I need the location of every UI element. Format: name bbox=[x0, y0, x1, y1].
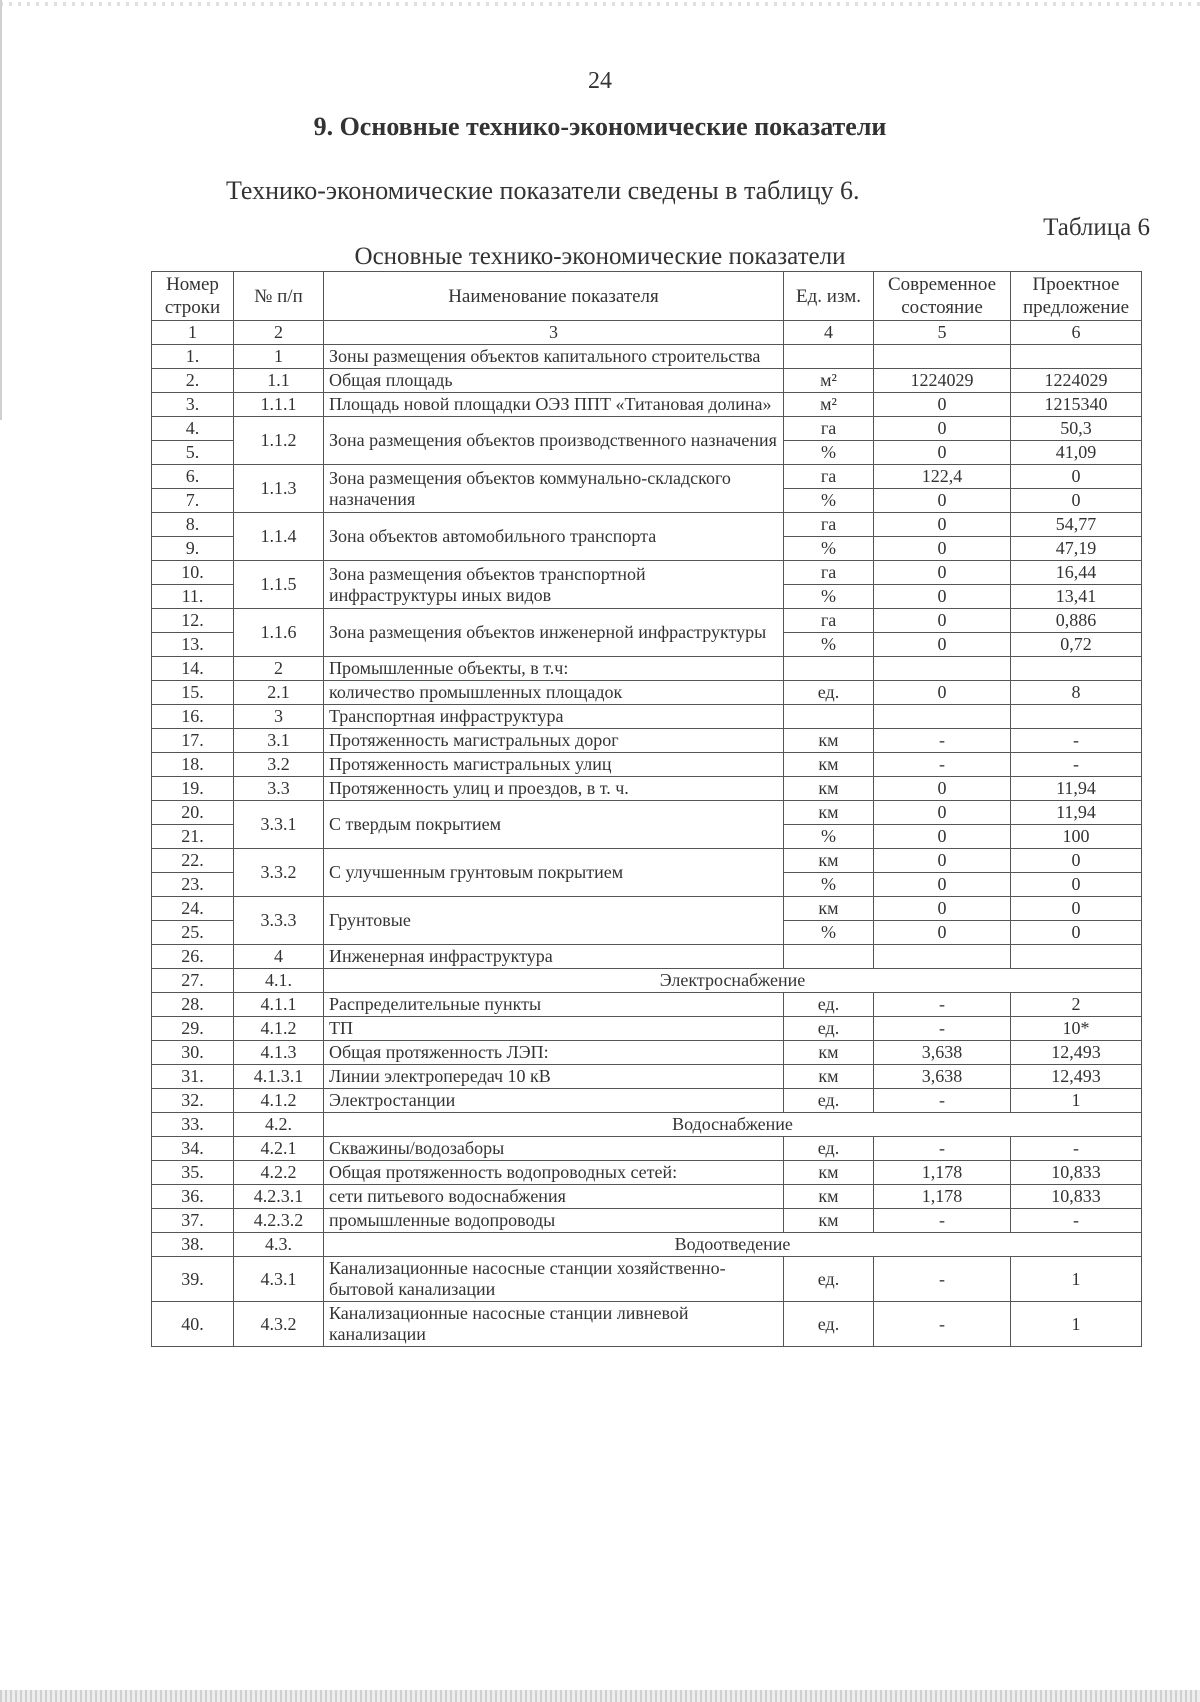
current-value-cell: 1,178 bbox=[874, 1185, 1011, 1209]
indicator-name-cell: С улучшенным грунтовым покрытием bbox=[324, 849, 784, 897]
section-heading: 9. Основные технико-экономические показатели bbox=[313, 112, 887, 141]
unit-cell: ед. bbox=[784, 1089, 874, 1113]
proposed-value-cell: 47,19 bbox=[1011, 537, 1142, 561]
unit-cell bbox=[784, 945, 874, 969]
current-value-cell: - bbox=[874, 1017, 1011, 1041]
item-number-cell: 3.3.1 bbox=[234, 801, 324, 849]
indicator-name-cell: Зона размещения объектов инженерной инфраструктуры bbox=[324, 609, 784, 657]
row-number-cell: 1. bbox=[152, 345, 234, 369]
item-number-cell: 4.2.3.2 bbox=[234, 1209, 324, 1233]
row-number-cell: 18. bbox=[152, 753, 234, 777]
item-number-cell: 1.1 bbox=[234, 369, 324, 393]
unit-cell: км bbox=[784, 1065, 874, 1089]
unit-cell: м² bbox=[784, 393, 874, 417]
row-number-cell: 35. bbox=[152, 1161, 234, 1185]
current-value-cell: 1224029 bbox=[874, 369, 1011, 393]
current-value-cell: 0 bbox=[874, 561, 1011, 585]
table-row bbox=[152, 465, 1142, 489]
item-number-cell: 4.1.3.1 bbox=[234, 1065, 324, 1089]
row-number-cell: 23. bbox=[152, 873, 234, 897]
row-number-cell: 15. bbox=[152, 681, 234, 705]
proposed-value-cell: 11,94 bbox=[1011, 777, 1142, 801]
table-row bbox=[152, 417, 1142, 441]
row-number-cell: 17. bbox=[152, 729, 234, 753]
proposed-value-cell: 1215340 bbox=[1011, 393, 1142, 417]
current-value-cell: - bbox=[874, 1089, 1011, 1113]
header-unit: Ед. изм. bbox=[784, 272, 874, 321]
item-number-cell: 4.1. bbox=[234, 969, 324, 993]
proposed-value-cell: 1 bbox=[1011, 1257, 1142, 1302]
item-number-cell: 4.2.1 bbox=[234, 1137, 324, 1161]
proposed-value-cell: 0,886 bbox=[1011, 609, 1142, 633]
table-row bbox=[152, 1113, 1142, 1137]
unit-cell: км bbox=[784, 897, 874, 921]
unit-cell: ед. bbox=[784, 993, 874, 1017]
item-number-cell: 4.1.3 bbox=[234, 1041, 324, 1065]
table-row bbox=[152, 993, 1142, 1017]
proposed-value-cell: 8 bbox=[1011, 681, 1142, 705]
row-number-cell: 31. bbox=[152, 1065, 234, 1089]
proposed-value-cell: 50,3 bbox=[1011, 417, 1142, 441]
header-row-number: Номер строки bbox=[152, 272, 234, 321]
unit-cell: ед. bbox=[784, 1257, 874, 1302]
table-caption: Основные технико-экономические показатели bbox=[354, 243, 846, 270]
indicators-table bbox=[151, 271, 1142, 1347]
indicator-name-cell: Протяженность улиц и проездов, в т. ч. bbox=[324, 777, 784, 801]
current-value-cell bbox=[874, 945, 1011, 969]
row-number-cell: 36. bbox=[152, 1185, 234, 1209]
table-row bbox=[152, 345, 1142, 369]
row-number-cell: 13. bbox=[152, 633, 234, 657]
current-value-cell: 0 bbox=[874, 513, 1011, 537]
proposed-value-cell: 0 bbox=[1011, 489, 1142, 513]
row-number-cell: 4. bbox=[152, 417, 234, 441]
table-row bbox=[152, 897, 1142, 921]
indicator-name-cell: Общая протяженность ЛЭП: bbox=[324, 1041, 784, 1065]
table-row bbox=[152, 1137, 1142, 1161]
table-row bbox=[152, 393, 1142, 417]
current-value-cell: 0 bbox=[874, 825, 1011, 849]
current-value-cell: 0 bbox=[874, 777, 1011, 801]
item-number-cell: 3 bbox=[234, 705, 324, 729]
proposed-value-cell: 54,77 bbox=[1011, 513, 1142, 537]
current-value-cell: 0 bbox=[874, 585, 1011, 609]
proposed-value-cell: 100 bbox=[1011, 825, 1142, 849]
row-number-cell: 25. bbox=[152, 921, 234, 945]
proposed-value-cell bbox=[1011, 345, 1142, 369]
table-row bbox=[152, 681, 1142, 705]
row-number-cell: 11. bbox=[152, 585, 234, 609]
unit-cell: ед. bbox=[784, 1137, 874, 1161]
row-number-cell: 10. bbox=[152, 561, 234, 585]
proposed-value-cell: - bbox=[1011, 1137, 1142, 1161]
current-value-cell: - bbox=[874, 1137, 1011, 1161]
proposed-value-cell: 1 bbox=[1011, 1302, 1142, 1347]
table-row bbox=[152, 945, 1142, 969]
indicator-name-cell: Линии электропередач 10 кВ bbox=[324, 1065, 784, 1089]
unit-cell: % bbox=[784, 873, 874, 897]
proposed-value-cell bbox=[1011, 945, 1142, 969]
row-number-cell: 40. bbox=[152, 1302, 234, 1347]
unit-cell: % bbox=[784, 921, 874, 945]
indicator-name-cell: Общая протяженность водопроводных сетей: bbox=[324, 1161, 784, 1185]
table-row bbox=[152, 705, 1142, 729]
item-number-cell: 2 bbox=[234, 657, 324, 681]
indicator-name-cell: Транспортная инфраструктура bbox=[324, 705, 784, 729]
unit-cell: км bbox=[784, 777, 874, 801]
indicator-name-cell: Протяженность магистральных дорог bbox=[324, 729, 784, 753]
unit-cell: км bbox=[784, 801, 874, 825]
indicator-name-cell: Распределительные пункты bbox=[324, 993, 784, 1017]
unit-cell: км bbox=[784, 1185, 874, 1209]
item-number-cell: 4.1.2 bbox=[234, 1089, 324, 1113]
indicator-name-cell: ТП bbox=[324, 1017, 784, 1041]
item-number-cell: 3.3.2 bbox=[234, 849, 324, 897]
table-row bbox=[152, 1257, 1142, 1302]
row-number-cell: 24. bbox=[152, 897, 234, 921]
current-value-cell bbox=[874, 705, 1011, 729]
table-row bbox=[152, 1161, 1142, 1185]
item-number-cell: 1.1.2 bbox=[234, 417, 324, 465]
row-number-cell: 3. bbox=[152, 393, 234, 417]
intro-paragraph: Технико-экономические показатели сведены в таблицу 6. bbox=[226, 176, 860, 205]
unit-cell bbox=[784, 345, 874, 369]
table-row bbox=[152, 369, 1142, 393]
item-number-cell: 4.3. bbox=[234, 1233, 324, 1257]
unit-cell: % bbox=[784, 825, 874, 849]
current-value-cell bbox=[874, 345, 1011, 369]
indicator-name-cell: С твердым покрытием bbox=[324, 801, 784, 849]
proposed-value-cell bbox=[1011, 705, 1142, 729]
row-number-cell: 39. bbox=[152, 1257, 234, 1302]
column-number: 5 bbox=[874, 321, 1011, 345]
current-value-cell: 122,4 bbox=[874, 465, 1011, 489]
current-value-cell: 0 bbox=[874, 801, 1011, 825]
proposed-value-cell: 0,72 bbox=[1011, 633, 1142, 657]
current-value-cell: 0 bbox=[874, 897, 1011, 921]
item-number-cell: 4 bbox=[234, 945, 324, 969]
row-number-cell: 27. bbox=[152, 969, 234, 993]
current-value-cell: 1,178 bbox=[874, 1161, 1011, 1185]
item-number-cell: 4.1.1 bbox=[234, 993, 324, 1017]
unit-cell: га bbox=[784, 417, 874, 441]
current-value-cell: 0 bbox=[874, 681, 1011, 705]
unit-cell: км bbox=[784, 1209, 874, 1233]
item-number-cell: 3.3 bbox=[234, 777, 324, 801]
row-number-cell: 20. bbox=[152, 801, 234, 825]
indicator-name-cell: Электростанции bbox=[324, 1089, 784, 1113]
table-row bbox=[152, 1209, 1142, 1233]
indicator-name-cell: сети питьевого водоснабжения bbox=[324, 1185, 784, 1209]
row-number-cell: 8. bbox=[152, 513, 234, 537]
item-number-cell: 3.2 bbox=[234, 753, 324, 777]
row-number-cell: 19. bbox=[152, 777, 234, 801]
proposed-value-cell: 16,44 bbox=[1011, 561, 1142, 585]
row-number-cell: 2. bbox=[152, 369, 234, 393]
proposed-value-cell: 1 bbox=[1011, 1089, 1142, 1113]
unit-cell: га bbox=[784, 561, 874, 585]
table-row bbox=[152, 1302, 1142, 1347]
item-number-cell: 1.1.1 bbox=[234, 393, 324, 417]
row-number-cell: 28. bbox=[152, 993, 234, 1017]
unit-cell: га bbox=[784, 465, 874, 489]
header-name: Наименование показателя bbox=[324, 272, 784, 321]
unit-cell: ед. bbox=[784, 1017, 874, 1041]
unit-cell: км bbox=[784, 1041, 874, 1065]
table-header-row bbox=[152, 272, 1142, 321]
indicator-name-cell: Зона размещения объектов производственного назначения bbox=[324, 417, 784, 465]
current-value-cell: 0 bbox=[874, 417, 1011, 441]
proposed-value-cell: 10* bbox=[1011, 1017, 1142, 1041]
indicator-name-cell: Зона размещения объектов коммунально-складского назначения bbox=[324, 465, 784, 513]
unit-cell: % bbox=[784, 489, 874, 513]
scan-edge-left bbox=[0, 0, 2, 420]
row-number-cell: 33. bbox=[152, 1113, 234, 1137]
unit-cell bbox=[784, 705, 874, 729]
scan-edge-bottom bbox=[0, 1690, 1200, 1702]
item-number-cell: 3.3.3 bbox=[234, 897, 324, 945]
section-title-cell: Водоотведение bbox=[324, 1233, 1142, 1257]
item-number-cell: 2.1 bbox=[234, 681, 324, 705]
item-number-cell: 1.1.4 bbox=[234, 513, 324, 561]
row-number-cell: 34. bbox=[152, 1137, 234, 1161]
current-value-cell: - bbox=[874, 1302, 1011, 1347]
table-row bbox=[152, 1089, 1142, 1113]
indicator-name-cell: Скважины/водозаборы bbox=[324, 1137, 784, 1161]
table-row bbox=[152, 561, 1142, 585]
table-row bbox=[152, 849, 1142, 873]
indicator-name-cell: Грунтовые bbox=[324, 897, 784, 945]
unit-cell: ед. bbox=[784, 681, 874, 705]
row-number-cell: 38. bbox=[152, 1233, 234, 1257]
item-number-cell: 1.1.3 bbox=[234, 465, 324, 513]
proposed-value-cell: - bbox=[1011, 753, 1142, 777]
row-number-cell: 12. bbox=[152, 609, 234, 633]
item-number-cell: 3.1 bbox=[234, 729, 324, 753]
item-number-cell: 4.2.2 bbox=[234, 1161, 324, 1185]
current-value-cell: 0 bbox=[874, 633, 1011, 657]
item-number-cell: 4.1.2 bbox=[234, 1017, 324, 1041]
header-item-number: № п/п bbox=[234, 272, 324, 321]
table-body bbox=[152, 345, 1142, 1347]
current-value-cell: 0 bbox=[874, 873, 1011, 897]
indicator-name-cell: Зона размещения объектов транспортной инфраструктуры иных видов bbox=[324, 561, 784, 609]
table-row bbox=[152, 1185, 1142, 1209]
proposed-value-cell bbox=[1011, 657, 1142, 681]
table-row bbox=[152, 1041, 1142, 1065]
row-number-cell: 21. bbox=[152, 825, 234, 849]
indicator-name-cell: количество промышленных площадок bbox=[324, 681, 784, 705]
unit-cell: га bbox=[784, 609, 874, 633]
indicator-name-cell: Общая площадь bbox=[324, 369, 784, 393]
proposed-value-cell: 13,41 bbox=[1011, 585, 1142, 609]
row-number-cell: 26. bbox=[152, 945, 234, 969]
indicator-name-cell: промышленные водопроводы bbox=[324, 1209, 784, 1233]
current-value-cell: 0 bbox=[874, 921, 1011, 945]
table-row bbox=[152, 777, 1142, 801]
row-number-cell: 30. bbox=[152, 1041, 234, 1065]
proposed-value-cell: 0 bbox=[1011, 873, 1142, 897]
table-row bbox=[152, 969, 1142, 993]
scan-edge-top bbox=[0, 2, 1200, 6]
indicator-name-cell: Зона объектов автомобильного транспорта bbox=[324, 513, 784, 561]
current-value-cell: - bbox=[874, 729, 1011, 753]
row-number-cell: 14. bbox=[152, 657, 234, 681]
current-value-cell bbox=[874, 657, 1011, 681]
table-row bbox=[152, 753, 1142, 777]
item-number-cell: 1.1.5 bbox=[234, 561, 324, 609]
current-value-cell: 0 bbox=[874, 609, 1011, 633]
proposed-value-cell: 12,493 bbox=[1011, 1065, 1142, 1089]
table-row bbox=[152, 801, 1142, 825]
table-row bbox=[152, 1017, 1142, 1041]
proposed-value-cell: 1224029 bbox=[1011, 369, 1142, 393]
row-number-cell: 6. bbox=[152, 465, 234, 489]
unit-cell: га bbox=[784, 513, 874, 537]
table-row bbox=[152, 1233, 1142, 1257]
indicator-name-cell: Промышленные объекты, в т.ч: bbox=[324, 657, 784, 681]
unit-cell: км bbox=[784, 753, 874, 777]
unit-cell: км bbox=[784, 849, 874, 873]
proposed-value-cell: 11,94 bbox=[1011, 801, 1142, 825]
table-row bbox=[152, 609, 1142, 633]
proposed-value-cell: 41,09 bbox=[1011, 441, 1142, 465]
table-row bbox=[152, 729, 1142, 753]
item-number-cell: 4.2. bbox=[234, 1113, 324, 1137]
proposed-value-cell: 0 bbox=[1011, 897, 1142, 921]
indicator-name-cell: Протяженность магистральных улиц bbox=[324, 753, 784, 777]
item-number-cell: 1.1.6 bbox=[234, 609, 324, 657]
unit-cell: м² bbox=[784, 369, 874, 393]
current-value-cell: - bbox=[874, 1209, 1011, 1233]
current-value-cell: 0 bbox=[874, 537, 1011, 561]
header-proposed: Проектное предложение bbox=[1011, 272, 1142, 321]
proposed-value-cell: 0 bbox=[1011, 849, 1142, 873]
current-value-cell: 0 bbox=[874, 489, 1011, 513]
section-title-cell: Водоснабжение bbox=[324, 1113, 1142, 1137]
row-number-cell: 7. bbox=[152, 489, 234, 513]
row-number-cell: 9. bbox=[152, 537, 234, 561]
current-value-cell: - bbox=[874, 993, 1011, 1017]
column-number-row bbox=[152, 321, 1142, 345]
indicator-name-cell: Канализационные насосные станции ливневой канализации bbox=[324, 1302, 784, 1347]
current-value-cell: 0 bbox=[874, 849, 1011, 873]
row-number-cell: 22. bbox=[152, 849, 234, 873]
table-row bbox=[152, 657, 1142, 681]
unit-cell: % bbox=[784, 633, 874, 657]
current-value-cell: 0 bbox=[874, 441, 1011, 465]
row-number-cell: 32. bbox=[152, 1089, 234, 1113]
row-number-cell: 37. bbox=[152, 1209, 234, 1233]
indicator-name-cell: Инженерная инфраструктура bbox=[324, 945, 784, 969]
table-row bbox=[152, 1065, 1142, 1089]
indicator-name-cell: Площадь новой площадки ОЭЗ ППТ «Титановая долина» bbox=[324, 393, 784, 417]
table-label: Таблица 6 bbox=[1043, 214, 1150, 241]
unit-cell: ед. bbox=[784, 1302, 874, 1347]
current-value-cell: - bbox=[874, 753, 1011, 777]
header-current: Современное состояние bbox=[874, 272, 1011, 321]
current-value-cell: - bbox=[874, 1257, 1011, 1302]
column-number: 4 bbox=[784, 321, 874, 345]
item-number-cell: 1 bbox=[234, 345, 324, 369]
current-value-cell: 3,638 bbox=[874, 1065, 1011, 1089]
unit-cell: км bbox=[784, 729, 874, 753]
proposed-value-cell: - bbox=[1011, 729, 1142, 753]
page-number: 24 bbox=[588, 68, 612, 94]
item-number-cell: 4.2.3.1 bbox=[234, 1185, 324, 1209]
item-number-cell: 4.3.1 bbox=[234, 1257, 324, 1302]
proposed-value-cell: 10,833 bbox=[1011, 1185, 1142, 1209]
unit-cell: % bbox=[784, 441, 874, 465]
indicator-name-cell: Канализационные насосные станции хозяйственно-бытовой канализации bbox=[324, 1257, 784, 1302]
proposed-value-cell: 0 bbox=[1011, 465, 1142, 489]
unit-cell: км bbox=[784, 1161, 874, 1185]
column-number: 3 bbox=[324, 321, 784, 345]
indicator-name-cell: Зоны размещения объектов капитального строительства bbox=[324, 345, 784, 369]
proposed-value-cell: - bbox=[1011, 1209, 1142, 1233]
proposed-value-cell: 12,493 bbox=[1011, 1041, 1142, 1065]
current-value-cell: 3,638 bbox=[874, 1041, 1011, 1065]
table-row bbox=[152, 513, 1142, 537]
proposed-value-cell: 2 bbox=[1011, 993, 1142, 1017]
row-number-cell: 16. bbox=[152, 705, 234, 729]
item-number-cell: 4.3.2 bbox=[234, 1302, 324, 1347]
unit-cell bbox=[784, 657, 874, 681]
proposed-value-cell: 0 bbox=[1011, 921, 1142, 945]
column-number: 2 bbox=[234, 321, 324, 345]
row-number-cell: 5. bbox=[152, 441, 234, 465]
unit-cell: % bbox=[784, 537, 874, 561]
unit-cell: % bbox=[784, 585, 874, 609]
section-title-cell: Электроснабжение bbox=[324, 969, 1142, 993]
column-number: 6 bbox=[1011, 321, 1142, 345]
current-value-cell: 0 bbox=[874, 393, 1011, 417]
row-number-cell: 29. bbox=[152, 1017, 234, 1041]
proposed-value-cell: 10,833 bbox=[1011, 1161, 1142, 1185]
column-number: 1 bbox=[152, 321, 234, 345]
